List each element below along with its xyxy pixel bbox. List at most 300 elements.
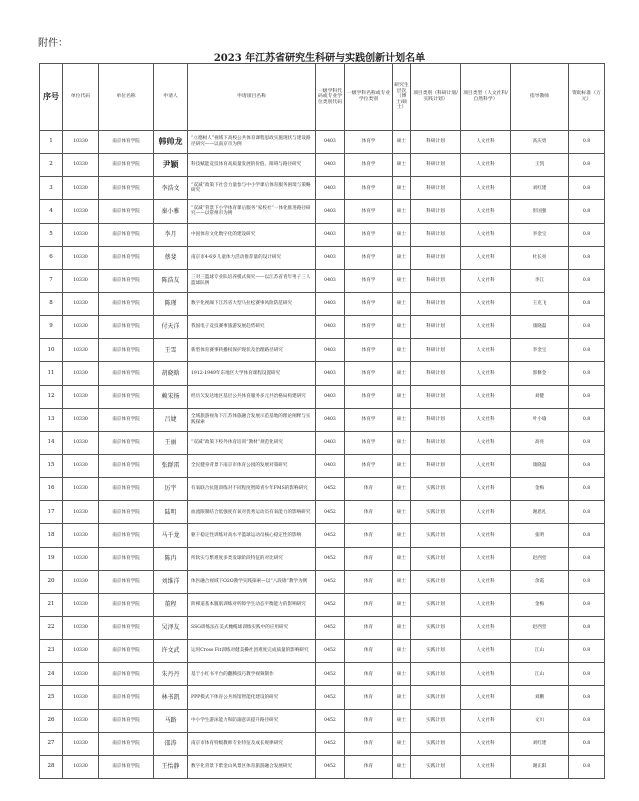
cell-discipline-name: 体育学 xyxy=(345,362,393,385)
project-list-table xyxy=(39,63,605,779)
cell-type: 人文社科 xyxy=(461,570,511,593)
cell-unit-name: 南京体育学院 xyxy=(99,177,154,200)
table-row xyxy=(40,362,605,385)
cell-discipline-name: 体育 xyxy=(345,593,393,616)
cell-applicant: 董程 xyxy=(154,593,188,616)
cell-type: 人文社科 xyxy=(461,709,511,732)
cell-supervisor: 余霞 xyxy=(511,570,569,593)
cell-discipline-code: 0403 xyxy=(316,246,345,269)
table-row xyxy=(40,755,605,778)
cell-funding: 0.8 xyxy=(569,478,605,501)
cell-type: 人文社科 xyxy=(461,755,511,778)
header-project: 申请项目名称 xyxy=(188,64,316,131)
cell-unit-code: 10330 xyxy=(63,177,99,200)
cell-seq: 27 xyxy=(40,732,63,755)
cell-discipline-code: 0403 xyxy=(316,454,345,477)
cell-unit-code: 10330 xyxy=(63,385,99,408)
cell-seq: 13 xyxy=(40,408,63,431)
cell-level: 硕士 xyxy=(393,755,411,778)
cell-project: 全民健身背景下南京市体育公园的发展对策研究 xyxy=(188,454,316,477)
cell-category: 科研计划 xyxy=(411,431,461,454)
table-row xyxy=(40,339,605,362)
cell-supervisor: 文川 xyxy=(511,709,569,732)
cell-type: 人文社科 xyxy=(461,547,511,570)
cell-project: 运用Cross Fit训练对健美操社团难度完成质量的影响研究 xyxy=(188,640,316,663)
cell-project: 躯干稳定性训练对高水平篮球运动员核心稳定性的影响 xyxy=(188,524,316,547)
cell-unit-name: 南京体育学院 xyxy=(99,663,154,686)
cell-discipline-code: 0403 xyxy=(316,408,345,431)
cell-level: 硕士 xyxy=(393,292,411,315)
cell-discipline-name: 体育学 xyxy=(345,246,393,269)
cell-level: 硕士 xyxy=(393,223,411,246)
cell-unit-code: 10330 xyxy=(63,547,99,570)
cell-applicant: 赖宋扬 xyxy=(154,385,188,408)
cell-applicant: 陈浩友 xyxy=(154,269,188,292)
cell-level: 硕士 xyxy=(393,501,411,524)
cell-discipline-name: 体育 xyxy=(345,732,393,755)
cell-discipline-code: 0403 xyxy=(316,200,345,223)
cell-category: 科研计划 xyxy=(411,292,461,315)
cell-type: 人文社科 xyxy=(461,200,511,223)
cell-project: 科技赋能竞技体育高质量发展的价值、障碍与路径研究 xyxy=(188,154,316,177)
cell-level: 硕士 xyxy=(393,454,411,477)
cell-funding: 0.8 xyxy=(569,686,605,709)
table-row xyxy=(40,408,605,431)
cell-project: “双减”背景下小学体育课后服务“家校社”一体化推进路径研究——以常州市为例 xyxy=(188,200,316,223)
cell-unit-code: 10330 xyxy=(63,524,99,547)
cell-type: 人文社科 xyxy=(461,478,511,501)
cell-discipline-code: 0452 xyxy=(316,616,345,639)
cell-level: 硕士 xyxy=(393,593,411,616)
cell-supervisor: 彭国强 xyxy=(511,200,569,223)
cell-applicant: 李月 xyxy=(154,223,188,246)
cell-project: 全域旅游视角下江苏体旅融合发展示范基地的理论阐释与实践探索 xyxy=(188,408,316,431)
cell-discipline-code: 0452 xyxy=(316,663,345,686)
table-row xyxy=(40,732,605,755)
cell-level: 硕士 xyxy=(393,131,411,154)
cell-supervisor: 刘红建 xyxy=(511,177,569,200)
cell-funding: 0.8 xyxy=(569,616,605,639)
cell-unit-name: 南京体育学院 xyxy=(99,686,154,709)
cell-discipline-name: 体育学 xyxy=(345,408,393,431)
cell-unit-code: 10330 xyxy=(63,362,99,385)
cell-level: 硕士 xyxy=(393,177,411,200)
cell-applicant: 韩帅龙 xyxy=(154,131,188,154)
header-supervisor: 指导教师 xyxy=(511,64,569,131)
cell-supervisor: 金梅 xyxy=(511,478,569,501)
cell-seq: 2 xyxy=(40,154,63,177)
cell-unit-name: 南京体育学院 xyxy=(99,547,154,570)
cell-funding: 0.8 xyxy=(569,269,605,292)
cell-category: 科研计划 xyxy=(411,131,461,154)
cell-funding: 0.8 xyxy=(569,385,605,408)
cell-project: 有氧联合抗阻训练对不同程度智障青少年FMS的影响研究 xyxy=(188,478,316,501)
cell-supervisor: 康晓磊 xyxy=(511,454,569,477)
cell-unit-code: 10330 xyxy=(63,593,99,616)
cell-applicant: 吴泽友 xyxy=(154,616,188,639)
cell-type: 人文社科 xyxy=(461,362,511,385)
cell-discipline-code: 0452 xyxy=(316,593,345,616)
cell-type: 人文社科 xyxy=(461,732,511,755)
cell-level: 硕士 xyxy=(393,431,411,454)
header-category: 项目类别（科研计划/实践计划） xyxy=(411,64,461,131)
cell-seq: 28 xyxy=(40,755,63,778)
cell-seq: 18 xyxy=(40,524,63,547)
cell-applicant: 许文武 xyxy=(154,640,188,663)
cell-applicant: 陈瑾 xyxy=(154,292,188,315)
cell-supervisor: 江山 xyxy=(511,663,569,686)
cell-unit-name: 南京体育学院 xyxy=(99,316,154,339)
cell-unit-code: 10330 xyxy=(63,686,99,709)
header-discipline-code: 一级学科代码或专业学位类别代码 xyxy=(316,64,345,131)
cell-discipline-name: 体育学 xyxy=(345,223,393,246)
cell-discipline-name: 体育 xyxy=(345,663,393,686)
header-type: 项目类型（人文社科/自然科学） xyxy=(461,64,511,131)
cell-unit-code: 10330 xyxy=(63,339,99,362)
cell-type: 人文社科 xyxy=(461,431,511,454)
cell-funding: 0.8 xyxy=(569,593,605,616)
cell-supervisor: 张明 xyxy=(511,524,569,547)
table-row xyxy=(40,223,605,246)
cell-category: 科研计划 xyxy=(411,200,461,223)
cell-supervisor: 康晓磊 xyxy=(511,316,569,339)
cell-level: 硕士 xyxy=(393,408,411,431)
cell-level: 硕士 xyxy=(393,339,411,362)
cell-unit-name: 南京体育学院 xyxy=(99,154,154,177)
cell-type: 人文社科 xyxy=(461,616,511,639)
cell-applicant: 吕婕 xyxy=(154,408,188,431)
cell-discipline-code: 0403 xyxy=(316,269,345,292)
attachment-label: 附件： xyxy=(38,38,68,49)
cell-funding: 0.8 xyxy=(569,431,605,454)
cell-unit-name: 南京体育学院 xyxy=(99,269,154,292)
cell-funding: 0.8 xyxy=(569,154,605,177)
cell-level: 硕士 xyxy=(393,732,411,755)
cell-category: 科研计划 xyxy=(411,177,461,200)
cell-funding: 0.8 xyxy=(569,755,605,778)
cell-discipline-name: 体育 xyxy=(345,686,393,709)
cell-funding: 0.8 xyxy=(569,408,605,431)
cell-type: 人文社科 xyxy=(461,246,511,269)
cell-category: 科研计划 xyxy=(411,385,461,408)
table-row xyxy=(40,454,605,477)
cell-level: 硕士 xyxy=(393,570,411,593)
cell-supervisor: 谢正阳 xyxy=(511,755,569,778)
cell-seq: 6 xyxy=(40,246,63,269)
cell-unit-name: 南京体育学院 xyxy=(99,223,154,246)
cell-type: 人文社科 xyxy=(461,663,511,686)
cell-unit-code: 10330 xyxy=(63,570,99,593)
cell-funding: 0.8 xyxy=(569,640,605,663)
header-unit-code: 单位代码 xyxy=(63,64,99,131)
header-funding: 资助标准（万元） xyxy=(569,64,605,131)
cell-category: 实践计划 xyxy=(411,501,461,524)
cell-level: 硕士 xyxy=(393,362,411,385)
cell-applicant: 胡晓晗 xyxy=(154,362,188,385)
cell-project: “立德树人”视域下高校公共体育课程思政实施现状与建设路径研究——以南京市为例 xyxy=(188,131,316,154)
cell-level: 硕士 xyxy=(393,709,411,732)
cell-funding: 0.8 xyxy=(569,246,605,269)
document-title: 2023 年江苏省研究生科研与实践创新计划名单 xyxy=(213,53,426,64)
cell-unit-code: 10330 xyxy=(63,131,99,154)
cell-category: 实践计划 xyxy=(411,732,461,755)
cell-unit-code: 10330 xyxy=(63,408,99,431)
cell-supervisor: 叶小瑜 xyxy=(511,408,569,431)
cell-discipline-code: 0452 xyxy=(316,732,345,755)
cell-discipline-code: 0403 xyxy=(316,431,345,454)
cell-discipline-name: 体育 xyxy=(345,616,393,639)
cell-category: 科研计划 xyxy=(411,362,461,385)
cell-unit-name: 南京体育学院 xyxy=(99,709,154,732)
cell-discipline-name: 体育学 xyxy=(345,454,393,477)
cell-discipline-name: 体育学 xyxy=(345,431,393,454)
cell-category: 实践计划 xyxy=(411,524,461,547)
cell-supervisor: 赵西堂 xyxy=(511,547,569,570)
cell-discipline-code: 0452 xyxy=(316,709,345,732)
cell-unit-name: 南京体育学院 xyxy=(99,431,154,454)
table-row xyxy=(40,478,605,501)
cell-project: 我国电子竞技赛事旅游发展趋势研究 xyxy=(188,316,316,339)
cell-category: 实践计划 xyxy=(411,709,461,732)
cell-funding: 0.8 xyxy=(569,570,605,593)
cell-category: 科研计划 xyxy=(411,339,461,362)
cell-discipline-name: 体育学 xyxy=(345,177,393,200)
cell-discipline-name: 体育 xyxy=(345,524,393,547)
cell-funding: 0.8 xyxy=(569,292,605,315)
cell-discipline-code: 0403 xyxy=(316,177,345,200)
cell-level: 硕士 xyxy=(393,616,411,639)
cell-level: 硕士 xyxy=(393,686,411,709)
cell-discipline-code: 0452 xyxy=(316,686,345,709)
header-level: 研究生层次（博士/硕士） xyxy=(393,64,411,131)
cell-applicant: 李浩文 xyxy=(154,177,188,200)
cell-level: 硕士 xyxy=(393,154,411,177)
cell-supervisor: 王克飞 xyxy=(511,292,569,315)
cell-supervisor: 高庆勇 xyxy=(511,131,569,154)
cell-unit-name: 南京体育学院 xyxy=(99,640,154,663)
cell-seq: 22 xyxy=(40,616,63,639)
cell-level: 硕士 xyxy=(393,246,411,269)
cell-unit-name: 南京体育学院 xyxy=(99,478,154,501)
cell-applicant: 林书凯 xyxy=(154,686,188,709)
cell-unit-code: 10330 xyxy=(63,454,99,477)
cell-supervisor: 赵西堂 xyxy=(511,616,569,639)
cell-seq: 15 xyxy=(40,454,63,477)
cell-funding: 0.8 xyxy=(569,131,605,154)
cell-type: 人文社科 xyxy=(461,177,511,200)
cell-category: 实践计划 xyxy=(411,570,461,593)
cell-discipline-name: 体育 xyxy=(345,547,393,570)
cell-unit-code: 10330 xyxy=(63,640,99,663)
cell-discipline-code: 0403 xyxy=(316,362,345,385)
cell-discipline-code: 0403 xyxy=(316,131,345,154)
cell-seq: 25 xyxy=(40,686,63,709)
cell-supervisor: 李金宝 xyxy=(511,339,569,362)
cell-seq: 14 xyxy=(40,431,63,454)
cell-supervisor: 杜长亮 xyxy=(511,246,569,269)
cell-category: 实践计划 xyxy=(411,663,461,686)
cell-category: 实践计划 xyxy=(411,547,461,570)
cell-type: 人文社科 xyxy=(461,339,511,362)
cell-unit-name: 南京体育学院 xyxy=(99,593,154,616)
cell-seq: 12 xyxy=(40,385,63,408)
cell-seq: 9 xyxy=(40,316,63,339)
table-row xyxy=(40,177,605,200)
cell-discipline-name: 体育 xyxy=(345,501,393,524)
cell-unit-code: 10330 xyxy=(63,269,99,292)
cell-discipline-code: 0403 xyxy=(316,223,345,246)
table-row xyxy=(40,686,605,709)
cell-type: 人文社科 xyxy=(461,408,511,431)
cell-level: 硕士 xyxy=(393,200,411,223)
cell-applicant: 秦小雅 xyxy=(154,200,188,223)
cell-unit-name: 南京体育学院 xyxy=(99,570,154,593)
cell-discipline-name: 体育 xyxy=(345,709,393,732)
cell-applicant: 陆明 xyxy=(154,501,188,524)
cell-seq: 16 xyxy=(40,478,63,501)
cell-level: 硕士 xyxy=(393,316,411,339)
cell-discipline-name: 体育学 xyxy=(345,200,393,223)
cell-category: 科研计划 xyxy=(411,316,461,339)
cell-applicant: 刘维洋 xyxy=(154,570,188,593)
cell-unit-code: 10330 xyxy=(63,709,99,732)
cell-project: PPP模式下体育公共场馆智能化建设的研究 xyxy=(188,686,316,709)
cell-supervisor: 王凯 xyxy=(511,154,569,177)
cell-unit-code: 10330 xyxy=(63,431,99,454)
cell-seq: 23 xyxy=(40,640,63,663)
cell-unit-name: 南京体育学院 xyxy=(99,131,154,154)
table-row xyxy=(40,524,605,547)
cell-unit-name: 南京体育学院 xyxy=(99,755,154,778)
cell-applicant: 马路 xyxy=(154,709,188,732)
table-row xyxy=(40,501,605,524)
cell-unit-name: 南京体育学院 xyxy=(99,200,154,223)
table-row xyxy=(40,316,605,339)
cell-category: 实践计划 xyxy=(411,640,461,663)
cell-type: 人文社科 xyxy=(461,385,511,408)
cell-category: 科研计划 xyxy=(411,223,461,246)
cell-funding: 0.8 xyxy=(569,223,605,246)
cell-type: 人文社科 xyxy=(461,154,511,177)
cell-category: 实践计划 xyxy=(411,686,461,709)
cell-seq: 7 xyxy=(40,269,63,292)
cell-level: 硕士 xyxy=(393,385,411,408)
cell-discipline-name: 体育 xyxy=(345,755,393,778)
cell-unit-name: 南京体育学院 xyxy=(99,362,154,385)
cell-type: 人文社科 xyxy=(461,292,511,315)
table-row xyxy=(40,385,605,408)
cell-unit-code: 10330 xyxy=(63,755,99,778)
table-row xyxy=(40,246,605,269)
table-row xyxy=(40,200,605,223)
cell-applicant: 王雪 xyxy=(154,339,188,362)
cell-funding: 0.8 xyxy=(569,454,605,477)
cell-project: “双减”政策下校外体育培训“教材”规范化研究 xyxy=(188,431,316,454)
table-body xyxy=(40,131,605,779)
cell-discipline-code: 0403 xyxy=(316,339,345,362)
cell-seq: 10 xyxy=(40,339,63,362)
cell-funding: 0.8 xyxy=(569,709,605,732)
cell-project: 新型体育赛事转播权保护现状及治理路径研究 xyxy=(188,339,316,362)
cell-discipline-name: 体育学 xyxy=(345,385,393,408)
cell-unit-code: 10330 xyxy=(63,616,99,639)
cell-seq: 21 xyxy=(40,593,63,616)
cell-unit-code: 10330 xyxy=(63,663,99,686)
cell-level: 硕士 xyxy=(393,547,411,570)
cell-discipline-code: 0452 xyxy=(316,524,345,547)
cell-discipline-name: 体育学 xyxy=(345,339,393,362)
table-row xyxy=(40,709,605,732)
cell-unit-name: 南京体育学院 xyxy=(99,339,154,362)
cell-supervisor: 金梅 xyxy=(511,593,569,616)
cell-project: 数字化背景下紫金山风景区体育旅游融合发展研究 xyxy=(188,755,316,778)
cell-unit-code: 10330 xyxy=(63,200,99,223)
cell-applicant: 尹颖 xyxy=(154,154,188,177)
cell-discipline-code: 0403 xyxy=(316,292,345,315)
cell-unit-name: 南京体育学院 xyxy=(99,454,154,477)
table-row xyxy=(40,593,605,616)
cell-level: 硕士 xyxy=(393,478,411,501)
cell-level: 硕士 xyxy=(393,524,411,547)
cell-project: 南京市4-6岁儿童体力活动推荐量的设计研究 xyxy=(188,246,316,269)
cell-discipline-name: 体育 xyxy=(345,640,393,663)
cell-funding: 0.8 xyxy=(569,200,605,223)
cell-unit-name: 南京体育学院 xyxy=(99,292,154,315)
cell-project: 南京市体育特级教师专业特征及成长规律研究 xyxy=(188,732,316,755)
cell-funding: 0.8 xyxy=(569,524,605,547)
cell-category: 科研计划 xyxy=(411,408,461,431)
cell-discipline-code: 0452 xyxy=(316,547,345,570)
cell-category: 实践计划 xyxy=(411,755,461,778)
cell-project: 经历欠发达地区基层公共体育服务多元共治格局构建研究 xyxy=(188,385,316,408)
cell-unit-name: 南京体育学院 xyxy=(99,385,154,408)
cell-unit-code: 10330 xyxy=(63,732,99,755)
header-seq: 序号 xyxy=(40,64,63,131)
cell-project: 中小学生游泳能力和防溺意识提升路径研究 xyxy=(188,709,316,732)
cell-seq: 26 xyxy=(40,709,63,732)
cell-type: 人文社科 xyxy=(461,593,511,616)
cell-unit-code: 10330 xyxy=(63,316,99,339)
table-row xyxy=(40,269,605,292)
cell-unit-name: 南京体育学院 xyxy=(99,501,154,524)
header-unit-name: 单位名称 xyxy=(99,64,154,131)
cell-project: 基于小红书平台的翻腾技巧教学视频制作 xyxy=(188,663,316,686)
cell-seq: 20 xyxy=(40,570,63,593)
table-row xyxy=(40,616,605,639)
cell-category: 实践计划 xyxy=(411,616,461,639)
table-row xyxy=(40,570,605,593)
cell-unit-code: 10330 xyxy=(63,501,99,524)
cell-applicant: 张群雷 xyxy=(154,454,188,477)
cell-unit-name: 南京体育学院 xyxy=(99,408,154,431)
cell-discipline-name: 体育学 xyxy=(345,292,393,315)
cell-level: 硕士 xyxy=(393,663,411,686)
header-applicant: 申请人 xyxy=(154,64,188,131)
cell-funding: 0.8 xyxy=(569,177,605,200)
cell-type: 人文社科 xyxy=(461,454,511,477)
cell-funding: 0.8 xyxy=(569,732,605,755)
cell-discipline-name: 体育学 xyxy=(345,154,393,177)
cell-seq: 4 xyxy=(40,200,63,223)
cell-supervisor: 郭修金 xyxy=(511,362,569,385)
cell-funding: 0.8 xyxy=(569,339,605,362)
cell-unit-code: 10330 xyxy=(63,154,99,177)
cell-type: 人文社科 xyxy=(461,223,511,246)
cell-applicant: 朱丹丹 xyxy=(154,663,188,686)
cell-seq: 17 xyxy=(40,501,63,524)
cell-discipline-name: 体育学 xyxy=(345,269,393,292)
cell-discipline-name: 体育 xyxy=(345,478,393,501)
